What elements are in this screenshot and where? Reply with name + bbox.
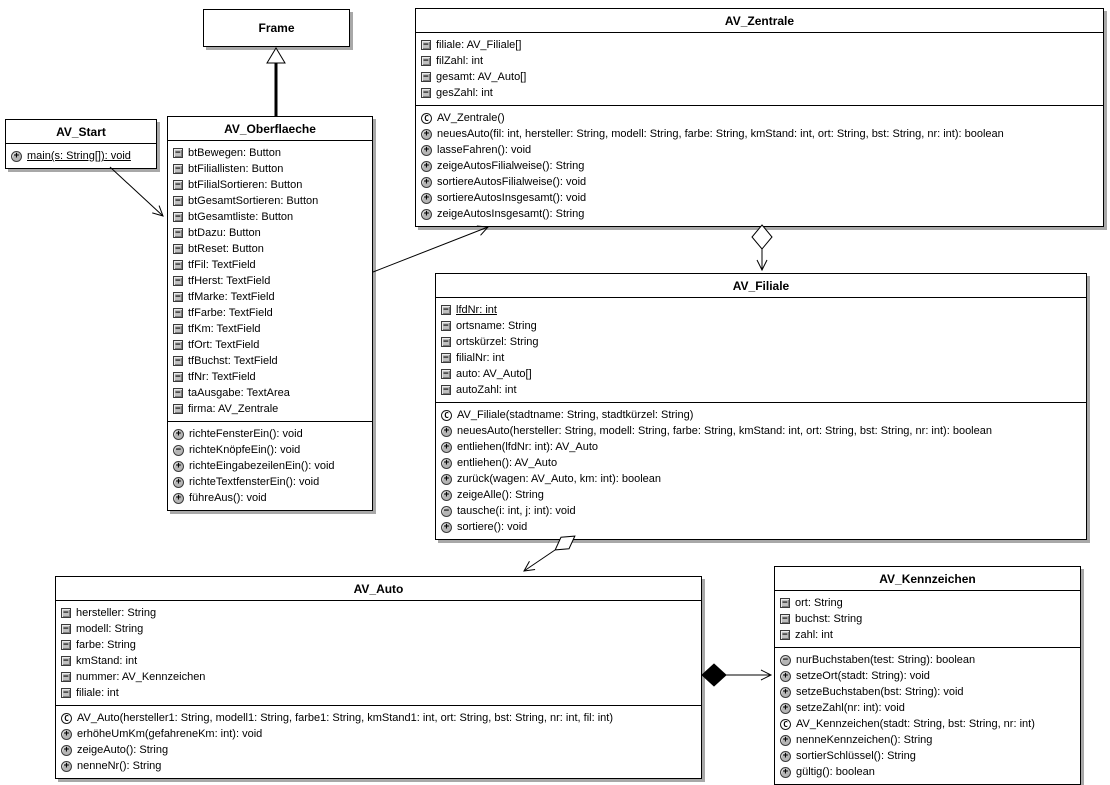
member-row <box>171 161 368 177</box>
field-private-icon: − <box>173 372 183 382</box>
class-title: Frame <box>258 21 295 35</box>
method-public-icon: + <box>441 490 452 501</box>
method-public-icon: + <box>61 745 72 756</box>
member-row <box>171 225 368 241</box>
member-row <box>419 85 1099 101</box>
field-private-icon: − <box>780 598 790 608</box>
field-private-icon: − <box>173 228 183 238</box>
member-text: richteEingabezeilenEin(): void <box>189 460 335 472</box>
member-row <box>419 69 1099 85</box>
member-row <box>778 716 1076 732</box>
member-text: richteKnöpfeEin(): void <box>189 444 301 456</box>
member-row <box>419 206 1099 222</box>
member-row <box>59 710 697 726</box>
member-text: richteTextfensterEin(): void <box>189 476 320 488</box>
member-text: entliehen(lfdNr: int): AV_Auto <box>457 441 599 453</box>
member-text: tfFarbe: TextField <box>188 307 273 319</box>
method-public-icon: + <box>421 209 432 220</box>
member-row <box>171 321 368 337</box>
attributes-compartment <box>775 591 1080 648</box>
member-row <box>171 474 368 490</box>
member-text: setzeBuchstaben(bst: String): void <box>796 686 964 698</box>
member-text: entliehen(): AV_Auto <box>457 457 558 469</box>
member-row <box>439 334 1082 350</box>
member-text: erhöheUmKm(gefahreneKm: int): void <box>77 728 263 740</box>
class-av-start[interactable] <box>5 119 157 169</box>
method-public-icon: + <box>173 477 184 488</box>
member-text: tfHerst: TextField <box>188 275 271 287</box>
member-row <box>778 627 1076 643</box>
class-title: AV_Auto <box>56 577 701 601</box>
member-text: autoZahl: int <box>456 384 517 396</box>
method-public-icon: + <box>780 735 791 746</box>
member-text: zeigeAuto(): String <box>77 744 169 756</box>
method-public-icon: + <box>173 461 184 472</box>
method-public-icon: + <box>173 429 184 440</box>
field-private-icon: − <box>780 630 790 640</box>
field-private-icon: − <box>61 640 71 650</box>
member-row <box>171 209 368 225</box>
constructor-icon: C <box>780 719 791 730</box>
field-private-icon: − <box>173 260 183 270</box>
hollow-diamond-icon <box>752 225 772 249</box>
member-row <box>439 350 1082 366</box>
method-public-icon: + <box>173 493 184 504</box>
member-row <box>9 148 152 164</box>
member-row <box>419 53 1099 69</box>
member-text: main(s: String[]): void <box>27 150 131 162</box>
member-text: filiale: int <box>76 687 119 699</box>
member-text: btFiliallisten: Button <box>188 163 284 175</box>
association-oberflaeche-zentrale[interactable] <box>373 227 488 272</box>
member-row <box>439 407 1082 423</box>
member-row <box>59 621 697 637</box>
member-text: ortskürzel: String <box>456 336 539 348</box>
member-row <box>171 305 368 321</box>
member-row <box>171 369 368 385</box>
member-text: kmStand: int <box>76 655 138 667</box>
member-row <box>419 37 1099 53</box>
member-text: auto: AV_Auto[] <box>456 368 532 380</box>
methods-compartment <box>168 422 372 510</box>
field-private-icon: − <box>173 148 183 158</box>
aggregation-zentrale-filiale[interactable] <box>752 225 772 270</box>
member-text: sortiereAutosFilialweise(): void <box>437 176 587 188</box>
attributes-compartment <box>416 33 1103 106</box>
member-row <box>59 653 697 669</box>
member-row <box>778 595 1076 611</box>
member-row <box>59 685 697 701</box>
member-row <box>171 426 368 442</box>
member-row <box>171 458 368 474</box>
member-text: tfBuchst: TextField <box>188 355 278 367</box>
member-row <box>59 758 697 774</box>
class-title: AV_Filiale <box>436 274 1086 298</box>
member-row <box>171 145 368 161</box>
constructor-icon: C <box>441 410 452 421</box>
member-row <box>171 385 368 401</box>
member-text: AV_Filiale(stadtname: String, stadtkürzel: String) <box>457 409 694 421</box>
member-text: filiale: AV_Filiale[] <box>436 39 522 51</box>
method-public-icon: + <box>441 442 452 453</box>
member-text: gültig(): boolean <box>796 766 875 778</box>
member-row <box>439 487 1082 503</box>
member-text: zurück(wagen: AV_Auto, km: int): boolean <box>457 473 662 485</box>
member-text: taAusgabe: TextArea <box>188 387 290 399</box>
member-row <box>778 652 1076 668</box>
filled-diamond-icon <box>702 664 726 686</box>
member-text: tfFil: TextField <box>188 259 256 271</box>
member-text: tfMarke: TextField <box>188 291 275 303</box>
field-private-icon: − <box>441 353 451 363</box>
field-private-icon: − <box>173 180 183 190</box>
member-text: btGesamtliste: Button <box>188 211 294 223</box>
field-private-icon: − <box>61 672 71 682</box>
field-private-icon: − <box>441 321 451 331</box>
member-text: filialNr: int <box>456 352 505 364</box>
member-text: ort: String <box>795 597 843 609</box>
member-row <box>171 337 368 353</box>
field-private-icon: − <box>61 608 71 618</box>
member-row <box>419 190 1099 206</box>
member-row <box>59 605 697 621</box>
member-text: sortierSchlüssel(): String <box>796 750 916 762</box>
method-public-icon: + <box>780 671 791 682</box>
member-row <box>439 471 1082 487</box>
member-text: tfNr: TextField <box>188 371 256 383</box>
field-private-icon: − <box>173 212 183 222</box>
field-private-icon: − <box>173 164 183 174</box>
member-row <box>59 742 697 758</box>
method-public-icon: + <box>780 767 791 778</box>
method-public-icon: + <box>441 458 452 469</box>
class-title: AV_Oberflaeche <box>168 117 372 141</box>
generalization-oberflaeche-frame[interactable] <box>267 48 285 116</box>
member-text: nenneNr(): String <box>77 760 162 772</box>
field-private-icon: − <box>441 385 451 395</box>
field-private-icon: − <box>61 688 71 698</box>
member-text: tfOrt: TextField <box>188 339 260 351</box>
member-row <box>171 241 368 257</box>
class-av-auto[interactable] <box>55 576 702 779</box>
member-text: sortiere(): void <box>457 521 528 533</box>
method-private-icon: − <box>441 506 452 517</box>
method-public-icon: + <box>421 129 432 140</box>
member-row <box>171 273 368 289</box>
member-row <box>419 158 1099 174</box>
method-public-icon: + <box>780 687 791 698</box>
hollow-triangle-arrow-icon <box>267 48 285 63</box>
class-av-zentrale[interactable] <box>415 8 1104 227</box>
method-public-icon: + <box>421 193 432 204</box>
member-row <box>59 726 697 742</box>
member-text: tausche(i: int, j: int): void <box>457 505 576 517</box>
member-text: führeAus(): void <box>189 492 267 504</box>
member-row <box>439 318 1082 334</box>
field-private-icon: − <box>421 88 431 98</box>
member-row <box>439 503 1082 519</box>
member-row <box>171 257 368 273</box>
class-av-oberflaeche[interactable] <box>167 116 373 511</box>
member-text: neuesAuto(fil: int, hersteller: String, modell: String, farbe: String, kmStand: int, ort: String, bst: String, nr: int): boolean <box>437 128 1004 140</box>
member-row <box>419 126 1099 142</box>
member-text: firma: AV_Zentrale <box>188 403 279 415</box>
attributes-compartment <box>56 601 701 706</box>
member-text: AV_Auto(hersteller1: String, modell1: String, farbe1: String, kmStand1: int, ort: String, bst: String, nr: int, fil: int) <box>77 712 613 724</box>
method-public-icon: + <box>11 151 22 162</box>
member-row <box>171 289 368 305</box>
member-text: zeigeAutosInsgesamt(): String <box>437 208 585 220</box>
methods-compartment <box>6 144 156 168</box>
member-text: gesZahl: int <box>436 87 493 99</box>
member-text: btDazu: Button <box>188 227 261 239</box>
member-text: neuesAuto(hersteller: String, modell: String, farbe: String, kmStand: int, ort: String, bst: String, nr: int): boolean <box>457 425 992 437</box>
member-text: nenneKennzeichen(): String <box>796 734 933 746</box>
member-row <box>439 519 1082 535</box>
member-text: btReset: Button <box>188 243 264 255</box>
member-text: lfdNr: int <box>456 304 497 316</box>
method-public-icon: + <box>441 474 452 485</box>
member-row <box>778 684 1076 700</box>
field-private-icon: − <box>421 56 431 66</box>
method-private-icon: − <box>780 655 791 666</box>
class-av-kennzeichen[interactable] <box>774 566 1081 785</box>
method-private-icon: − <box>173 445 184 456</box>
field-private-icon: − <box>441 369 451 379</box>
member-text: btFilialSortieren: Button <box>188 179 303 191</box>
member-text: ortsname: String <box>456 320 537 332</box>
field-private-icon: − <box>61 624 71 634</box>
field-private-icon: − <box>421 40 431 50</box>
member-text: modell: String <box>76 623 144 635</box>
member-text: sortiereAutosInsgesamt(): void <box>437 192 587 204</box>
class-frame[interactable] <box>203 9 350 47</box>
member-text: btGesamtSortieren: Button <box>188 195 319 207</box>
member-row <box>778 668 1076 684</box>
member-row <box>419 174 1099 190</box>
member-text: buchst: String <box>795 613 863 625</box>
member-text: AV_Zentrale() <box>437 112 505 124</box>
member-row <box>439 423 1082 439</box>
field-private-icon: − <box>173 308 183 318</box>
field-private-icon: − <box>173 340 183 350</box>
method-public-icon: + <box>61 729 72 740</box>
member-text: setzeZahl(nr: int): void <box>796 702 905 714</box>
class-title: AV_Zentrale <box>416 9 1103 33</box>
association-start-oberflaeche[interactable] <box>110 167 163 216</box>
member-text: lasseFahren(): void <box>437 144 532 156</box>
member-row <box>778 611 1076 627</box>
class-title: AV_Kennzeichen <box>775 567 1080 591</box>
member-row <box>171 401 368 417</box>
member-text: gesamt: AV_Auto[] <box>436 71 527 83</box>
methods-compartment <box>56 706 701 778</box>
field-private-icon: − <box>173 388 183 398</box>
method-public-icon: + <box>780 703 791 714</box>
attributes-compartment <box>436 298 1086 403</box>
method-public-icon: + <box>61 761 72 772</box>
member-row <box>59 637 697 653</box>
member-row <box>171 177 368 193</box>
member-text: zeigeAutosFilialweise(): String <box>437 160 585 172</box>
member-row <box>171 490 368 506</box>
field-private-icon: − <box>421 72 431 82</box>
member-row <box>778 764 1076 780</box>
constructor-icon: C <box>61 713 72 724</box>
field-private-icon: − <box>173 324 183 334</box>
member-text: AV_Kennzeichen(stadt: String, bst: String, nr: int) <box>796 718 1035 730</box>
member-text: hersteller: String <box>76 607 157 619</box>
class-title: AV_Start <box>6 120 156 144</box>
member-text: tfKm: TextField <box>188 323 261 335</box>
member-text: btBewegen: Button <box>188 147 281 159</box>
member-row <box>439 366 1082 382</box>
member-row <box>439 439 1082 455</box>
member-row <box>778 700 1076 716</box>
member-text: farbe: String <box>76 639 136 651</box>
member-text: nurBuchstaben(test: String): boolean <box>796 654 976 666</box>
member-row <box>171 353 368 369</box>
method-public-icon: + <box>780 751 791 762</box>
member-text: setzeOrt(stadt: String): void <box>796 670 930 682</box>
field-private-icon: − <box>441 337 451 347</box>
member-row <box>439 382 1082 398</box>
field-private-icon: − <box>173 292 183 302</box>
member-text: nummer: AV_Kennzeichen <box>76 671 206 683</box>
method-public-icon: + <box>421 161 432 172</box>
field-private-icon: − <box>173 196 183 206</box>
field-private-icon: − <box>61 656 71 666</box>
method-public-icon: + <box>441 522 452 533</box>
member-row <box>439 455 1082 471</box>
member-text: richteFensterEin(): void <box>189 428 303 440</box>
method-public-icon: + <box>441 426 452 437</box>
member-text: zahl: int <box>795 629 833 641</box>
class-av-filiale[interactable] <box>435 273 1087 540</box>
methods-compartment <box>775 648 1080 784</box>
constructor-icon: C <box>421 113 432 124</box>
member-row <box>419 110 1099 126</box>
field-private-icon: − <box>173 244 183 254</box>
composition-auto-kennzeichen[interactable] <box>702 664 771 686</box>
member-row <box>439 302 1082 318</box>
method-public-icon: + <box>421 145 432 156</box>
member-text: zeigeAlle(): String <box>457 489 544 501</box>
member-row <box>419 142 1099 158</box>
member-row <box>171 193 368 209</box>
member-text: filZahl: int <box>436 55 484 67</box>
field-private-icon: − <box>780 614 790 624</box>
field-private-icon: − <box>173 276 183 286</box>
member-row <box>59 669 697 685</box>
methods-compartment <box>416 106 1103 226</box>
member-row <box>778 732 1076 748</box>
member-row <box>778 748 1076 764</box>
field-private-icon: − <box>173 356 183 366</box>
methods-compartment <box>436 403 1086 539</box>
field-private-icon: − <box>173 404 183 414</box>
method-public-icon: + <box>421 177 432 188</box>
attributes-compartment <box>168 141 372 422</box>
field-private-icon: − <box>441 305 451 315</box>
member-row <box>171 442 368 458</box>
